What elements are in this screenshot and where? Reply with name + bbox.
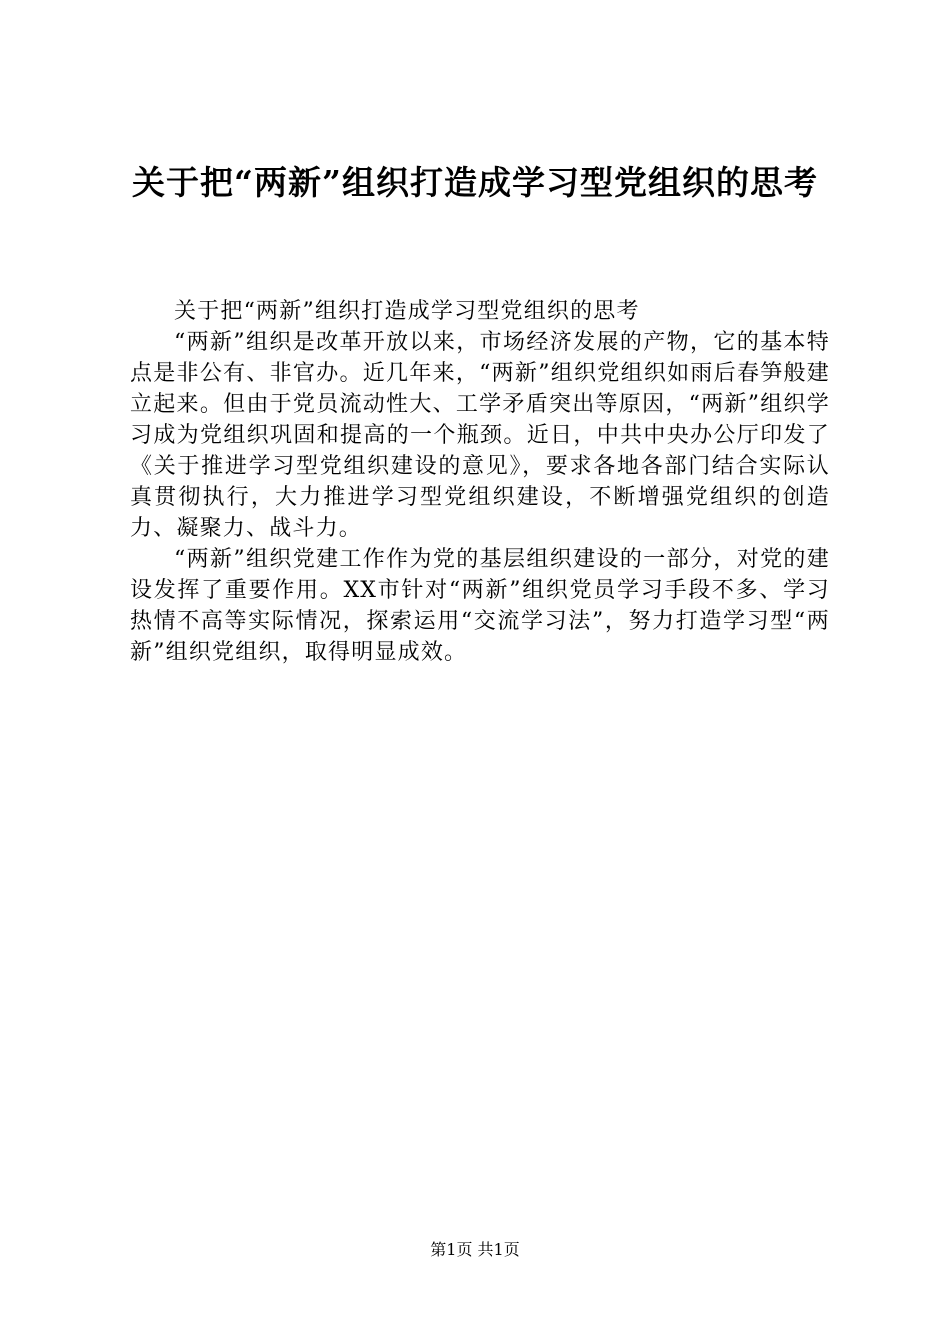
paragraph-intro: “两新”组织是改革开放以来，市场经济发展的产物，它的基本特点是非公有、非官办。近几年来，“两新”组织党组织如雨后春笋般建立起来。但由于党员流动性大、工学矛盾突出等原因，“两新”组织学习成为党组织巩固和提高的一个瓶颈。近日，中共中央办公厅印发了《关于推进学习型党组织建设的意见》，要求各地各部门结合实际认真贯彻执行，大力推进学习型党组织建设，不断增强党组织的创造力、凝聚力、战斗力。: [130, 330, 830, 541]
paragraph-subtitle: 关于把“两新”组织打造成学习型党组织的思考: [174, 299, 640, 324]
document-title: 关于把“两新”组织打造成学习型党组织的思考: [132, 163, 818, 202]
page-footer: 第1页 共1页: [430, 1240, 520, 1259]
paragraph-practice: “两新”组织党建工作作为党的基层组织建设的一部分，对党的建设发挥了重要作用。XX市针对“两新”组织党员学习手段不多、学习热情不高等实际情况，探索运用“交流学习法”，努力打造学习型“两新”组织党组织，取得明显成效。: [130, 547, 830, 665]
document-body: [130, 296, 830, 668]
